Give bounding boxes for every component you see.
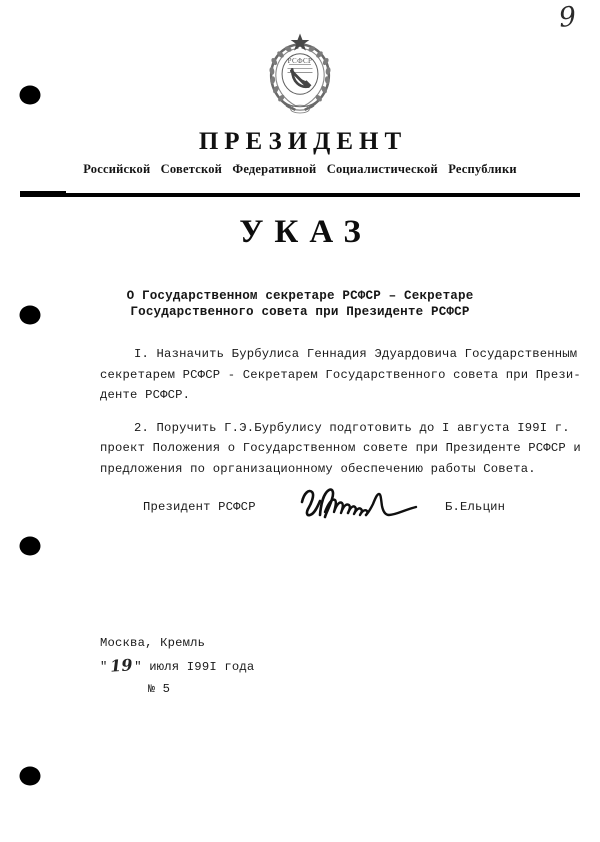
document-type-title: УКАЗ: [239, 214, 372, 250]
numero-sign: №: [148, 683, 156, 696]
punch-hole-icon: [20, 306, 41, 325]
paragraph-1-line-1: I. Назначить Бурбулиса Геннадия Эдуардовича Государственным: [134, 347, 578, 361]
handwritten-signature-icon: [296, 482, 421, 526]
rsfsr-coat-of-arms-icon: [261, 30, 339, 118]
paragraph-2: [100, 418, 581, 480]
signature-block: [100, 500, 530, 524]
org-subtitle: Российской Советской Федеративной Социалистической Республики: [83, 162, 517, 176]
document-number-line: [100, 678, 254, 701]
punch-hole-icon: [20, 767, 41, 786]
svg-text:РСФСР: РСФСР: [287, 57, 313, 66]
quote-close: ": [134, 660, 142, 674]
emblem-container: [0, 30, 600, 118]
punch-hole-icon: [20, 537, 41, 556]
handwritten-day: 19: [108, 655, 133, 676]
document-subject: [100, 288, 500, 320]
paragraph-1-line-3: денте РСФСР.: [100, 388, 191, 402]
paragraph-2-line-2: проект Положения о Государственном совете при Президенте РСФСР и: [100, 441, 581, 455]
org-title: ПРЕЗИДЕНТ: [198, 128, 408, 155]
letterhead: [0, 128, 600, 177]
quote-open: ": [100, 660, 108, 674]
subject-line-2: Государственного совета при Президенте РСФСР: [130, 305, 470, 319]
subject-line-1: О Государственном секретаре РСФСР – Секретаре: [126, 289, 474, 303]
month-year: июля I99I года: [149, 660, 255, 674]
paragraph-2-line-3: предложения по организационному обеспечению работы Совета.: [100, 461, 536, 476]
signatory-name: Б.Ельцин: [445, 500, 506, 514]
header-divider: [20, 193, 580, 197]
paragraph-2-line-1: 2. Поручить Г.Э.Бурбулису подготовить до I августа I99I г.: [134, 420, 570, 435]
date-line: [100, 654, 254, 678]
document-body: [100, 344, 581, 491]
paragraph-1-line-2: секретарем РСФСР - Секретарем Государственного совета при Прези-: [100, 367, 581, 382]
signatory-title: Президент РСФСР: [143, 500, 256, 514]
paragraph-1: [100, 344, 581, 406]
archive-folio-number: 9: [557, 1, 578, 34]
place-line: Москва, Кремль: [100, 636, 206, 650]
place-date-block: [100, 632, 254, 701]
document-number: 5: [162, 682, 171, 696]
